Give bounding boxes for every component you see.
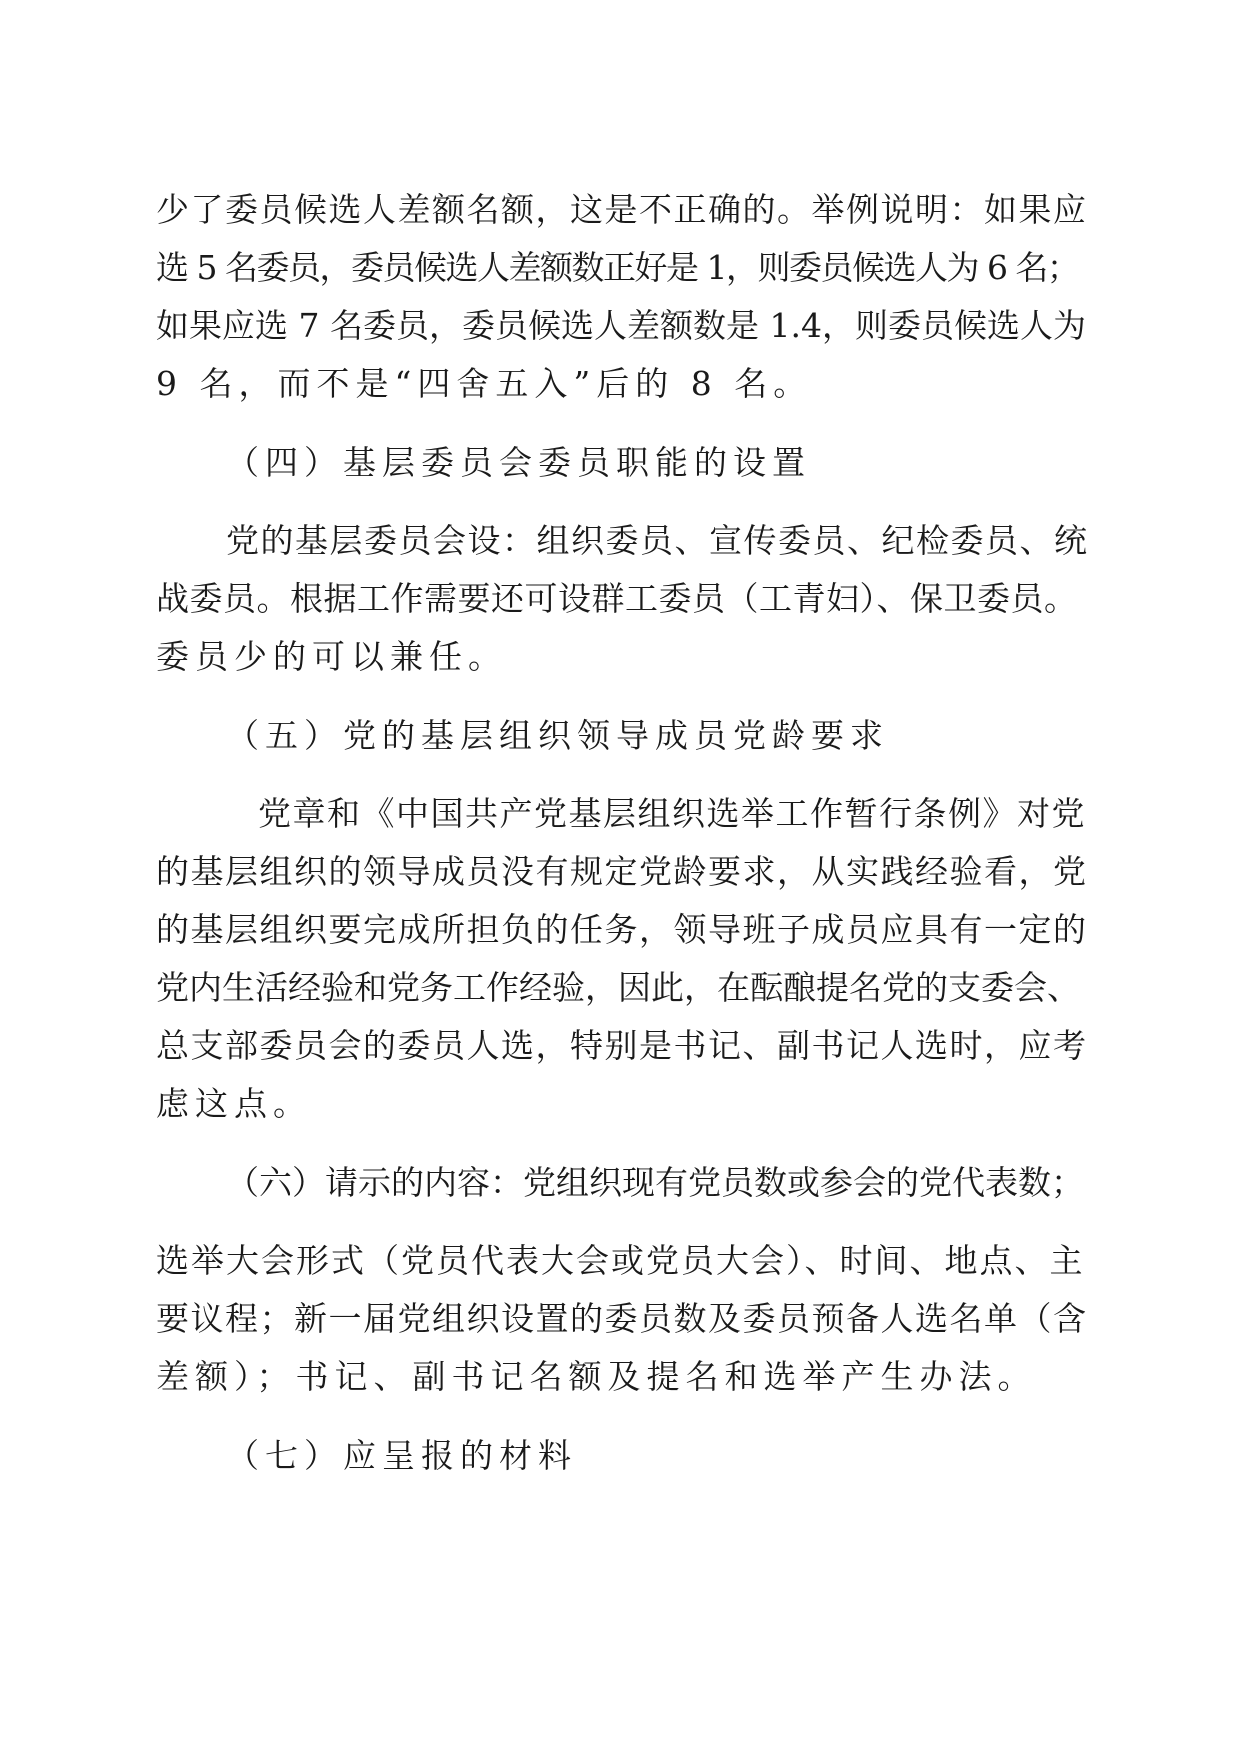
body-text-line: 的基层组织的领导成员没有规定党龄要求，从实践经验看，党 xyxy=(156,852,1088,891)
section-heading: （六）请示的内容：党组织现有党员数或参会的党代表数； xyxy=(226,1163,1084,1202)
body-text-line: 如果应选 7 名委员，委员候选人差额数是 1.4，则委员候选人为 xyxy=(156,306,1086,345)
section-heading: （五）党的基层组织领导成员党龄要求 xyxy=(226,716,889,755)
body-text-line: 少了委员候选人差额名额，这是不正确的。举例说明：如果应 xyxy=(156,190,1088,229)
body-text-line: 选举大会形式（党员代表大会或党员大会）、时间、地点、主 xyxy=(156,1241,1085,1280)
body-text-line: 战委员。根据工作需要还可设群工委员（工青妇）、保卫委员。 xyxy=(156,579,1078,618)
body-text-line: 党章和《中国共产党基层组织选举工作暂行条例》对党 xyxy=(258,794,1086,833)
body-text-line: 总支部委员会的委员人选，特别是书记、副书记人选时，应考 xyxy=(156,1026,1088,1065)
body-text-line: 选 5 名委员，委员候选人差额数正好是 1，则委员候选人为 6 名； xyxy=(156,248,1079,287)
body-text-line: 的基层组织要完成所担负的任务，领导班子成员应具有一定的 xyxy=(156,910,1088,949)
section-heading: （四）基层委员会委员职能的设置 xyxy=(226,443,811,482)
body-text-line: 差额）；书记、副书记名额及提名和选举产生办法。 xyxy=(156,1357,1037,1396)
section-heading: （七）应呈报的材料 xyxy=(226,1436,577,1475)
body-text-line: 委员少的可以兼任。 xyxy=(156,637,507,676)
body-text-line: 9 名，而不是“四舍五入”后的 8 名。 xyxy=(156,364,813,403)
body-text-line: 要议程；新一届党组织设置的委员数及委员预备人选名单（含 xyxy=(156,1299,1088,1338)
body-text-line: 党内生活经验和党务工作经验，因此，在酝酿提名党的支委会、 xyxy=(156,968,1080,1007)
body-text-line: 虑这点。 xyxy=(156,1084,312,1123)
body-text-line: 党的基层委员会设：组织委员、宣传委员、纪检委员、统 xyxy=(226,521,1089,560)
